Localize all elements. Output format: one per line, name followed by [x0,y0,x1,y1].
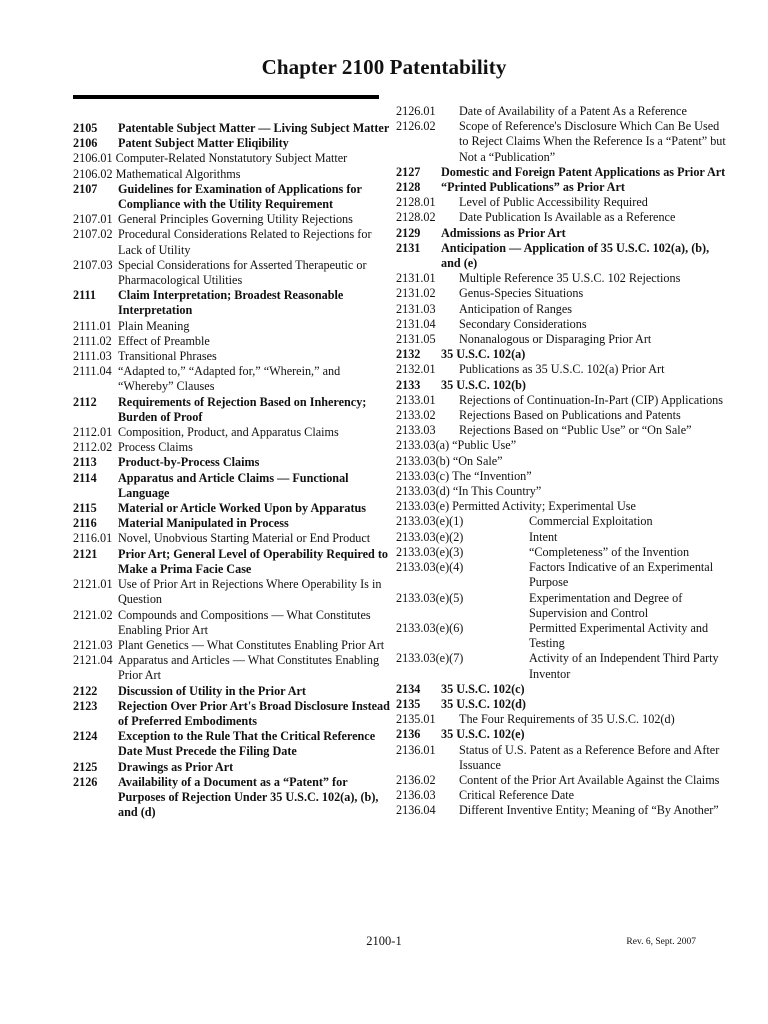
section-number: 2126.01 [396,104,436,118]
section-title: Claim Interpretation; Broadest Reasonable Interpretation [118,288,344,318]
toc-entry [396,591,726,621]
section-number: 2127 [396,164,421,179]
toc-entry [396,347,726,362]
toc-entry [396,621,726,651]
section-title: Anticipation — Application of 35 U.S.C. 102(a), (b), and (e) [441,240,710,271]
toc-entry [396,378,726,393]
section-number: 2136.04 [396,803,436,818]
section-number: 2111.03 [73,349,112,364]
toc-entry [73,425,393,440]
toc-entry [396,469,726,484]
section-number: 2112 [73,394,97,409]
section-title: Anticipation of Ranges [459,301,573,316]
section-number: 2135.01 [396,712,436,727]
toc-entry [396,104,726,119]
section-title: Process Claims [118,440,193,455]
toc-entry [73,577,393,607]
section-number: 2113 [73,455,97,470]
section-number: 2121 [73,546,98,561]
section-number: 2122 [73,683,98,698]
section-number: 2133 [396,377,421,392]
toc-entry [73,638,393,653]
section-number: 2133.03(a) [396,438,450,453]
section-title: Material or Article Worked Upon by Apparatus [118,501,367,516]
section-number: 2133.03(b) [396,453,450,468]
section-title: Plain Meaning [118,318,190,333]
section-number: 2125 [73,759,98,774]
toc-entry [396,302,726,317]
section-number: 2107.01 [73,212,113,227]
section-title: Level of Public Accessibility Required [459,195,648,210]
page-number: 2100-1 [366,934,402,948]
section-number: 2107.03 [73,257,113,272]
section-number: 2112.01 [73,425,113,440]
section-title: Content of the Prior Art Available Against the Claims [459,772,720,787]
toc-entry [396,682,726,697]
toc-entry [396,393,726,408]
section-title: Status of U.S. Patent as a Reference Before and After Issuance [459,742,720,772]
toc-entry [396,454,726,469]
toc-entry [396,530,726,545]
section-title: 35 U.S.C. 102(c) [441,681,525,696]
toc-entry [73,531,393,546]
section-number: 2129 [396,225,421,240]
section-title: Apparatus and Article Claims — Functional Language [118,470,349,500]
toc-entry [396,545,726,560]
section-title: Admissions as Prior Art [441,225,566,240]
section-number: 2107 [73,181,98,196]
section-number: 2128.01 [396,195,436,210]
toc-entry [396,803,726,818]
section-title: Apparatus and Articles — What Constitutes Enabling Prior Art [118,653,380,683]
section-number: 2105 [73,121,98,135]
section-title: Scope of Reference's Disclosure Which Can Be Used to Reject Claims When the Reference Is a “Patent” but Not a “Publication” [459,119,726,164]
section-title: 35 U.S.C. 102(e) [441,727,525,742]
section-title: Novel, Unobvious Starting Material or End Product [118,531,371,546]
toc-entry [396,727,726,742]
section-number: 2111 [73,288,97,303]
section-title: Domestic and Foreign Patent Applications as Prior Art [441,164,726,179]
section-number: 2128.02 [396,210,436,225]
toc-entry [396,317,726,332]
section-title: Prior Art; General Level of Operability Required to Make a Prima Facie Case [118,546,388,576]
toc-entry [73,182,393,212]
section-number: 2132 [396,347,421,362]
section-number: 2133.03(e)(3) [396,544,464,559]
section-title: Activity of an Independent Third Party Inventor [529,651,719,681]
revision-label: Rev. 6, Sept. 2007 [626,937,696,947]
section-number: 2121.02 [73,607,113,622]
toc-entry [73,395,393,425]
toc-entry [73,775,393,821]
section-title: Compounds and Compositions — What Constitutes Enabling Prior Art [118,607,371,637]
toc-entry [73,608,393,638]
toc-entry [396,362,726,377]
toc-entry [73,288,393,318]
section-title: Patent Subject Matter Eliqibility [118,136,289,151]
section-title: “On Sale” [452,453,503,468]
toc-entry [73,136,393,151]
section-title: Use of Prior Art in Rejections Where Operability Is in Question [118,577,382,607]
section-number: 2133.03(e)(1) [396,514,464,529]
toc-entry [396,560,726,590]
toc-entry [396,499,726,514]
section-number: 2133.02 [396,408,436,423]
section-title: Rejections Based on “Public Use” or “On Sale” [459,423,692,438]
section-title: Date of Availability of a Patent As a Reference [459,104,687,118]
section-title: Exception to the Rule That the Critical Reference Date Must Precede the Filing Date [118,729,376,759]
toc-entry [73,440,393,455]
section-number: 2133.03 [396,423,436,438]
toc-entry [73,364,393,394]
section-title: Rejections Based on Publications and Patents [459,408,681,423]
section-title: Procedural Considerations Related to Rejections for Lack of Utility [118,227,372,257]
toc-entry [396,165,726,180]
section-number: 2133.03(e) [396,499,450,514]
toc-entry [396,119,726,165]
section-number: 2121.01 [73,577,113,592]
section-number: 2111.01 [73,318,112,333]
section-title: The Four Requirements of 35 U.S.C. 102(d) [459,712,675,727]
section-number: 2124 [73,729,98,744]
section-title: 35 U.S.C. 102(d) [441,696,526,711]
page-title: Chapter 2100 Patentability [261,55,507,79]
section-number: 2133.03(e)(7) [396,651,464,666]
toc-entry [73,471,393,501]
toc-entry [396,180,726,195]
toc-entry [396,484,726,499]
toc-entry [73,729,393,759]
toc-entry [73,699,393,729]
section-title: Product-by-Process Claims [118,455,260,470]
toc-entry [396,332,726,347]
section-number: 2131.02 [396,286,436,301]
section-number: 2133.01 [396,392,436,407]
section-number: 2133.03(e)(4) [396,560,464,575]
toc-entry [396,241,726,271]
section-number: 2133.03(d) [396,484,450,499]
toc-entry [396,210,726,225]
section-title: 35 U.S.C. 102(b) [441,377,526,392]
toc-entry [73,349,393,364]
section-title: Patentable Subject Matter — Living Subject Matter [118,121,390,135]
section-number: 2106.01 [73,151,113,166]
section-title: Drawings as Prior Art [118,759,234,774]
toc-entry [73,684,393,699]
toc-left-column [73,121,393,820]
section-title: Date Publication Is Available as a Reference [459,210,676,225]
section-number: 2135 [396,696,421,711]
toc-entry [73,547,393,577]
section-title: General Principles Governing Utility Rejections [118,212,353,227]
section-number: 2131.03 [396,301,436,316]
section-number: 2123 [73,698,98,713]
section-title: Secondary Considerations [459,316,587,331]
toc-entry [73,760,393,775]
toc-right-column [396,104,726,819]
section-number: 2126 [73,774,98,789]
toc-entry [73,212,393,227]
section-number: 2116.01 [73,531,113,546]
section-title: Permitted Activity; Experimental Use [452,499,636,514]
section-number: 2106.02 [73,166,113,181]
section-title: Mathematical Algorithms [115,166,241,181]
section-number: 2128 [396,180,421,195]
section-number: 2111.02 [73,333,112,348]
toc-entry [73,151,393,166]
section-title: “Completeness” of the Invention [529,544,690,559]
toc-entry [396,195,726,210]
section-number: 2121.04 [73,653,113,668]
section-number: 2115 [73,501,97,516]
title-rule [73,95,379,99]
section-title: Critical Reference Date [459,788,575,803]
toc-entry [396,651,726,681]
section-title: “Printed Publications” as Prior Art [441,180,625,195]
section-number: 2136 [396,727,421,742]
toc-entry [396,514,726,529]
section-number: 2134 [396,681,421,696]
section-number: 2111.04 [73,364,112,379]
section-title: Composition, Product, and Apparatus Claims [118,425,339,440]
section-number: 2121.03 [73,637,113,652]
section-number: 2131.05 [396,332,436,347]
section-title: Rejections of Continuation-In-Part (CIP) Applications [459,392,724,407]
section-number: 2136.03 [396,788,436,803]
section-title: Nonanalogous or Disparaging Prior Art [459,332,652,347]
section-title: Different Inventive Entity; Meaning of “By Another” [459,803,719,818]
section-title: Rejection Over Prior Art's Broad Disclosure Instead of Preferred Embodiments [118,698,390,728]
section-number: 2112.02 [73,440,113,455]
section-number: 2133.03(c) [396,468,450,483]
toc-entry [396,743,726,773]
section-title: Transitional Phrases [118,349,217,364]
section-title: Factors Indicative of an Experimental Purpose [529,560,714,590]
section-title: Permitted Experimental Activity and Testing [529,620,709,651]
section-number: 2116 [73,516,97,531]
section-title: 35 U.S.C. 102(a) [441,347,526,362]
section-title: “In This Country” [452,484,542,499]
section-title: Experimentation and Degree of Supervision and Control [529,590,683,620]
toc-entry [396,286,726,301]
section-title: Discussion of Utility in the Prior Art [118,683,306,698]
section-title: Material Manipulated in Process [118,516,289,531]
section-title: Commercial Exploitation [529,514,653,529]
section-title: Requirements of Rejection Based on Inherency; Burden of Proof [118,394,367,424]
section-number: 2126.02 [396,119,436,134]
section-number: 2136.01 [396,742,436,757]
section-number: 2133.03(e)(2) [396,529,464,544]
section-title: Guidelines for Examination of Applications for Compliance with the Utility Requirement [118,181,362,212]
toc-entry [73,258,393,288]
section-number: 2131 [396,240,421,255]
section-number: 2107.02 [73,227,113,242]
toc-entry [73,167,393,182]
toc-entry [396,438,726,453]
section-title: Genus-Species Situations [459,286,584,301]
section-title: “Adapted to,” “Adapted for,” “Wherein,” and “Whereby” Clauses [118,364,341,394]
section-number: 2133.03(e)(5) [396,590,464,605]
section-number: 2114 [73,470,97,485]
toc-entry [73,653,393,683]
toc-entry [396,423,726,438]
section-title: The “Invention” [452,468,532,483]
toc-entry [396,773,726,788]
toc-entry [396,408,726,423]
toc-entry [396,226,726,241]
section-title: Computer-Related Nonstatutory Subject Matter [115,151,348,166]
section-number: 2132.01 [396,362,436,377]
toc-entry [73,501,393,516]
toc-entry [73,227,393,257]
toc-entry [396,697,726,712]
section-title: Publications as 35 U.S.C. 102(a) Prior Art [459,362,665,377]
toc-entry [396,271,726,286]
toc-entry [396,788,726,803]
section-number: 2136.02 [396,772,436,787]
section-title: “Public Use” [452,438,517,453]
toc-entry [73,334,393,349]
toc-entry [73,516,393,531]
section-title: Intent [529,529,558,544]
toc-entry [73,121,393,136]
section-title: Availability of a Document as a “Patent” for Purposes of Rejection Under 35 U.S.C. 102(a), (b), and (d) [118,774,379,820]
section-number: 2131.04 [396,316,436,331]
section-number: 2131.01 [396,271,436,286]
toc-entry [73,319,393,334]
toc-entry [396,712,726,727]
section-title: Multiple Reference 35 U.S.C. 102 Rejections [459,271,681,286]
toc-entry [73,455,393,470]
section-title: Special Considerations for Asserted Therapeutic or Pharmacological Utilities [118,257,367,288]
section-title: Plant Genetics — What Constitutes Enabling Prior Art [118,637,385,652]
section-number: 2106 [73,136,98,151]
section-number: 2133.03(e)(6) [396,620,464,635]
section-title: Effect of Preamble [118,333,210,348]
